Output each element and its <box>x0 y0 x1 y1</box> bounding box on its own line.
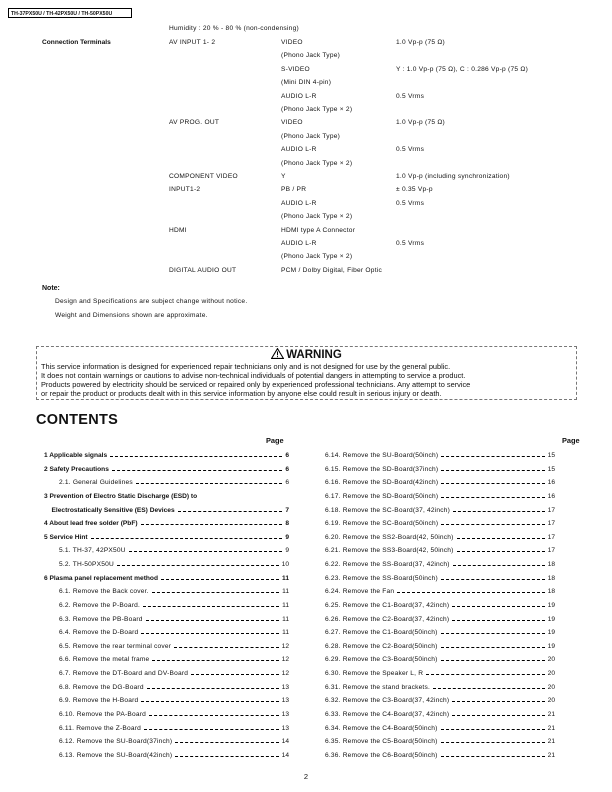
toc-entry[interactable] <box>325 737 555 747</box>
toc-leader-line <box>178 511 282 512</box>
model-header-label: TH-37PX50U / TH-42PX50U / TH-50PX50U <box>8 8 132 18</box>
toc-entry[interactable] <box>44 533 289 543</box>
toc-page-number: 6 <box>285 452 289 459</box>
toc-leader-line <box>441 524 545 525</box>
warning-heading <box>37 348 576 361</box>
toc-leader-line <box>441 729 545 730</box>
spec-signal: (Mini DIN 4-pin) <box>281 79 332 87</box>
toc-page-number: 7 <box>285 506 289 514</box>
toc-entry-title: 6.2. Remove the P-Board. <box>59 601 141 609</box>
spec-signal: PCM / Dolby Digital, Fiber Optic <box>281 266 383 274</box>
toc-page-number: 19 <box>547 629 555 637</box>
toc-leader-line <box>441 756 545 757</box>
toc-page-number: 18 <box>547 574 555 582</box>
toc-leader-line <box>175 742 279 743</box>
spec-value: 1.0 Vp-p (75 Ω) <box>396 119 445 127</box>
spec-signal: AUDIO L-R <box>281 146 317 154</box>
toc-entry-title: 6.24. Remove the Fan <box>325 588 395 596</box>
toc-page-number: 10 <box>281 561 289 569</box>
note-line-2: Weight and Dimensions shown are approximate. <box>55 312 208 319</box>
spec-value: 1.0 Vp-p (including synchronization) <box>396 173 510 180</box>
toc-leader-line <box>441 579 545 580</box>
toc-page-number: 13 <box>281 710 289 718</box>
toc-page-number: 8 <box>285 520 289 528</box>
toc-entry-title: 3 Prevention of Electro Static Discharge (ESD) to <box>44 492 198 500</box>
toc-page-number: 9 <box>285 533 289 541</box>
toc-page-number: 17 <box>547 533 555 541</box>
toc-entry[interactable] <box>325 751 555 761</box>
toc-entry-title: 6.4. Remove the D-Board <box>59 629 139 637</box>
toc-page-number: 14 <box>281 738 289 746</box>
toc-entry-title: 6.13. Remove the SU-Board(42inch) <box>59 751 173 759</box>
toc-leader-line <box>112 470 282 471</box>
toc-page-number: 11 <box>282 601 289 609</box>
toc-entry[interactable] <box>325 724 555 734</box>
toc-entry[interactable] <box>325 669 555 679</box>
page-number: 2 <box>303 772 309 781</box>
toc-page-number: 14 <box>281 751 289 759</box>
toc-entry-title: 6.8. Remove the DG-Board <box>59 683 144 691</box>
toc-leader-line <box>441 660 545 661</box>
toc-entry[interactable] <box>325 587 555 597</box>
toc-entry[interactable] <box>44 560 289 570</box>
toc-page-number: 20 <box>547 697 555 705</box>
warning-line: This service information is designed for experienced repair technicians only and is not designed for use by the general public. <box>41 362 451 371</box>
toc-entry[interactable] <box>325 519 555 529</box>
spec-signal: AUDIO L-R <box>281 92 317 100</box>
toc-entry-title: 6.18. Remove the SC-Board(37, 42inch) <box>325 506 451 514</box>
toc-entry[interactable] <box>325 628 555 638</box>
toc-page-number: 6 <box>285 479 289 487</box>
spec-value: 0.5 Vrms <box>396 199 425 207</box>
toc-page-number: 11 <box>282 574 289 582</box>
toc-entry-title: 6 Plasma panel replacement method <box>44 574 158 582</box>
contents-title: CONTENTS <box>36 412 119 428</box>
spec-signal: (Phono Jack Type) <box>281 132 341 140</box>
toc-entry-title: 6.7. Remove the DT-Board and DV-Board <box>59 670 189 678</box>
toc-leader-line <box>441 742 545 743</box>
note-line-1: Design and Specifications are subject change without notice. <box>55 298 248 305</box>
toc-entry[interactable] <box>44 601 289 611</box>
toc-leader-line <box>453 511 545 512</box>
spec-terminal: INPUT1-2 <box>169 186 201 194</box>
toc-entry[interactable] <box>325 655 555 665</box>
toc-page-number: 12 <box>281 670 289 678</box>
toc-page-number: 19 <box>547 601 555 609</box>
toc-page-number: 18 <box>547 561 555 569</box>
toc-entry[interactable] <box>325 465 555 475</box>
toc-entry-title: Electrostatically Sensitive (ES) Devices <box>51 506 175 514</box>
toc-entry-title: 6.31. Remove the stand brackets. <box>325 683 430 691</box>
spec-signal: (Phono Jack Type × 2) <box>281 213 353 221</box>
toc-entry[interactable] <box>44 519 289 529</box>
warning-line: Products powered by electricity should be serviced or repaired only by experienced professional technicians. Any attempt to service <box>41 379 471 389</box>
toc-entry[interactable] <box>325 696 555 706</box>
spec-signal: (Phono Jack Type × 2) <box>281 106 353 113</box>
toc-page-number: 19 <box>547 642 555 650</box>
toc-page-number: 21 <box>547 710 555 718</box>
toc-entry-title: 6.25. Remove the C1-Board(37, 42inch) <box>325 601 450 609</box>
spec-signal: (Phono Jack Type × 2) <box>281 159 353 167</box>
toc-entry-title: 6.30. Remove the Speaker L, R <box>325 670 424 678</box>
toc-leader-line <box>452 606 545 607</box>
toc-entry-title: 6.15. Remove the SD-Board(37inch) <box>325 465 439 473</box>
toc-entry[interactable] <box>325 492 555 502</box>
toc-page-number: 17 <box>547 547 555 555</box>
toc-entry-title: 5.1. TH-37, 42PX50U <box>59 547 126 555</box>
toc-page-number: 20 <box>547 656 555 664</box>
toc-entry[interactable] <box>44 492 289 502</box>
warning-triangle-icon <box>271 348 284 359</box>
toc-leader-line <box>152 660 279 661</box>
toc-leader-line <box>174 647 279 648</box>
toc-leader-line <box>452 715 545 716</box>
toc-page-number: 16 <box>547 479 555 487</box>
toc-page-number: 19 <box>547 615 555 623</box>
toc-entry[interactable] <box>325 546 555 556</box>
toc-page-number: 21 <box>547 738 555 746</box>
toc-leader-line <box>441 483 545 484</box>
toc-entry-title: 6.11. Remove the Z-Board <box>59 724 142 732</box>
toc-leader-line <box>191 674 279 675</box>
spec-signal: VIDEO <box>281 119 303 127</box>
toc-entry-title: 6.14. Remove the SU-Board(50inch) <box>325 452 439 459</box>
toc-leader-line <box>141 633 279 634</box>
toc-leader-line <box>129 551 282 552</box>
toc-entry[interactable] <box>44 574 289 584</box>
toc-leader-line <box>452 620 545 621</box>
toc-leader-line <box>141 701 279 702</box>
toc-entry[interactable] <box>44 587 289 597</box>
toc-entry-title: 6.5. Remove the rear terminal cover <box>59 642 172 650</box>
toc-page-number: 12 <box>281 642 289 650</box>
toc-leader-line <box>457 551 545 552</box>
toc-leader-line <box>110 456 282 457</box>
spec-signal: AUDIO L-R <box>281 240 317 247</box>
toc-page-number: 12 <box>281 656 289 664</box>
toc-entry[interactable] <box>325 574 555 584</box>
toc-entry[interactable] <box>44 696 289 706</box>
toc-entry-title: 5 Service Hint <box>44 533 88 541</box>
toc-entry[interactable] <box>44 451 289 461</box>
toc-page-number: 6 <box>285 465 289 473</box>
toc-page-number: 15 <box>547 452 555 459</box>
toc-entry[interactable] <box>44 628 289 638</box>
toc-page-number: 11 <box>282 615 289 623</box>
toc-entry-title: 6.29. Remove the C3-Board(50inch) <box>325 656 438 664</box>
toc-entry-title: 6.6. Remove the metal frame <box>59 656 150 664</box>
spec-value: Y : 1.0 Vp-p (75 Ω), C : 0.286 Vp-p (75 Ω) <box>396 65 529 73</box>
toc-entry[interactable] <box>325 683 555 693</box>
toc-leader-line <box>453 565 545 566</box>
toc-entry[interactable] <box>325 533 555 543</box>
toc-entry-title: 1 Applicable signals <box>44 452 108 459</box>
toc-entry-title: 6.35. Remove the C5-Board(50inch) <box>325 738 438 746</box>
warning-title: WARNING <box>286 349 342 361</box>
note-title: Note: <box>42 285 60 292</box>
toc-page-number: 13 <box>281 683 289 691</box>
spec-value: 0.5 Vrms <box>396 92 425 100</box>
toc-leader-line <box>141 524 282 525</box>
toc-page-number: 20 <box>547 670 555 678</box>
toc-entry-title: 6.16. Remove the SD-Board(42inch) <box>325 479 439 487</box>
toc-leader-line <box>147 688 279 689</box>
spec-terminal: AV PROG. OUT <box>169 119 220 127</box>
toc-leader-line <box>441 647 545 648</box>
toc-leader-line <box>175 756 279 757</box>
toc-entry-title: 6.20. Remove the SS2-Board(42, 50inch) <box>325 533 454 541</box>
toc-entry[interactable] <box>325 560 555 570</box>
connection-terminals-label: Connection Terminals <box>42 39 111 46</box>
toc-entry-title: 6.32. Remove the C3-Board(37, 42inch) <box>325 697 450 705</box>
toc-leader-line <box>441 456 545 457</box>
toc-page-number: 17 <box>547 506 555 514</box>
toc-leader-line <box>143 606 279 607</box>
toc-entry[interactable] <box>44 737 289 747</box>
toc-leader-line <box>441 470 545 471</box>
toc-entry[interactable] <box>325 615 555 625</box>
toc-page-number: 13 <box>281 724 289 732</box>
humidity-spec: Humidity : 20 % - 80 % (non-condensing) <box>169 25 299 32</box>
toc-entry[interactable] <box>44 615 289 625</box>
warning-text <box>41 363 574 399</box>
toc-entry-title: 6.33. Remove the C4-Board(37, 42inch) <box>325 710 450 718</box>
toc-leader-line <box>441 497 545 498</box>
toc-leader-line <box>426 674 545 675</box>
toc-entry[interactable] <box>44 683 289 693</box>
toc-page-number: 20 <box>547 683 555 691</box>
toc-entry-title: 6.27. Remove the C1-Board(50inch) <box>325 629 438 637</box>
toc-entry[interactable] <box>44 478 289 488</box>
toc-entry-title: 4 About lead free solder (PbF) <box>44 520 138 528</box>
spec-terminal: DIGITAL AUDIO OUT <box>169 266 237 274</box>
toc-entry-title: 6.19. Remove the SC-Board(50inch) <box>325 520 439 528</box>
toc-entry[interactable] <box>44 655 289 665</box>
spec-signal: AUDIO L-R <box>281 199 317 207</box>
toc-leader-line <box>149 715 279 716</box>
toc-entry-title: 6.34. Remove the C4-Board(50inch) <box>325 724 438 732</box>
toc-entry-title: 6.1. Remove the Back cover. <box>59 588 149 596</box>
toc-entry-title: 2 Safety Precautions <box>44 465 109 473</box>
spec-terminal: AV INPUT 1- 2 <box>169 39 216 46</box>
spec-terminal: HDMI <box>169 226 187 234</box>
toc-entry-title: 6.36. Remove the C6-Board(50inch) <box>325 751 438 759</box>
toc-page-number: 17 <box>547 520 555 528</box>
toc-page-number: 21 <box>547 751 555 759</box>
toc-entry-title: 6.10. Remove the PA-Board <box>59 710 146 718</box>
toc-page-number: 21 <box>547 724 555 732</box>
spec-signal: S-VIDEO <box>281 65 310 73</box>
left-page-header: Page <box>266 436 284 445</box>
spec-terminal: COMPONENT VIDEO <box>169 173 238 180</box>
toc-entry[interactable] <box>44 724 289 734</box>
toc-entry-title: 6.9. Remove the H-Board <box>59 697 139 705</box>
toc-leader-line <box>146 620 279 621</box>
toc-page-number: 18 <box>547 588 555 596</box>
toc-page-number: 15 <box>547 465 555 473</box>
toc-page-number: 11 <box>282 588 289 596</box>
toc-leader-line <box>161 579 279 580</box>
toc-leader-line <box>457 538 545 539</box>
toc-entry[interactable] <box>44 642 289 652</box>
toc-entry[interactable] <box>325 506 555 516</box>
spec-signal: (Phono Jack Type × 2) <box>281 253 353 261</box>
spec-value: ± 0.35 Vp-p <box>396 186 433 194</box>
spec-signal: VIDEO <box>281 39 303 46</box>
toc-page-number: 13 <box>281 697 289 705</box>
toc-entry[interactable] <box>44 546 289 556</box>
toc-entry-title: 6.28. Remove the C2-Board(50inch) <box>325 642 438 650</box>
toc-entry[interactable] <box>44 465 289 475</box>
warning-box <box>36 346 577 400</box>
toc-leader-line <box>433 688 545 689</box>
toc-entry-title: 6.22. Remove the SS-Board(37, 42inch) <box>325 561 450 569</box>
toc-page-number: 11 <box>282 629 289 637</box>
toc-entry[interactable] <box>44 506 289 516</box>
toc-leader-line <box>117 565 279 566</box>
toc-entry[interactable] <box>325 451 555 461</box>
toc-entry-title: 6.17. Remove the SD-Board(50inch) <box>325 492 439 500</box>
toc-entry-title: 5.2. TH-50PX50U <box>59 561 114 569</box>
toc-entry[interactable] <box>325 478 555 488</box>
toc-page-number: 16 <box>547 492 555 500</box>
toc-entry[interactable] <box>325 601 555 611</box>
spec-signal: Y <box>281 173 286 180</box>
toc-leader-line <box>397 592 545 593</box>
toc-entry[interactable] <box>44 710 289 720</box>
toc-entry[interactable] <box>44 751 289 761</box>
toc-entry[interactable] <box>44 669 289 679</box>
toc-entry-title: 6.23. Remove the SS-Board(50inch) <box>325 574 438 582</box>
toc-entry-title: 6.21. Remove the SS3-Board(42, 50inch) <box>325 547 454 555</box>
toc-entry-title: 6.3. Remove the PB-Board <box>59 615 143 623</box>
warning-line: It does not contain warnings or cautions to advise non-technical individuals of potential dangers in attempting to service a product. <box>41 370 466 380</box>
toc-leader-line <box>441 633 545 634</box>
toc-page-number: 9 <box>285 547 289 555</box>
right-page-header: Page <box>562 436 580 445</box>
spec-signal: (Phono Jack Type) <box>281 52 341 60</box>
toc-entry-title: 6.26. Remove the C2-Board(37, 42inch) <box>325 615 450 623</box>
toc-entry[interactable] <box>325 642 555 652</box>
toc-leader-line <box>152 592 279 593</box>
warning-line: or repair the product or products dealt with in this service information by anyone else could result in serious injury or death. <box>41 388 442 398</box>
spec-value: 0.5 Vrms <box>396 240 425 247</box>
toc-entry[interactable] <box>325 710 555 720</box>
spec-value: 1.0 Vp-p (75 Ω) <box>396 39 445 46</box>
spec-signal: PB / PR <box>281 186 307 194</box>
toc-leader-line <box>144 729 279 730</box>
toc-leader-line <box>452 701 545 702</box>
spec-value: 0.5 Vrms <box>396 146 425 154</box>
toc-leader-line <box>91 538 282 539</box>
toc-entry-title: 6.12. Remove the SU-Board(37inch) <box>59 738 173 746</box>
toc-leader-line <box>136 483 282 484</box>
toc-entry-title: 2.1. General Guidelines <box>59 479 133 487</box>
spec-signal: HDMI type A Connector <box>281 226 356 234</box>
